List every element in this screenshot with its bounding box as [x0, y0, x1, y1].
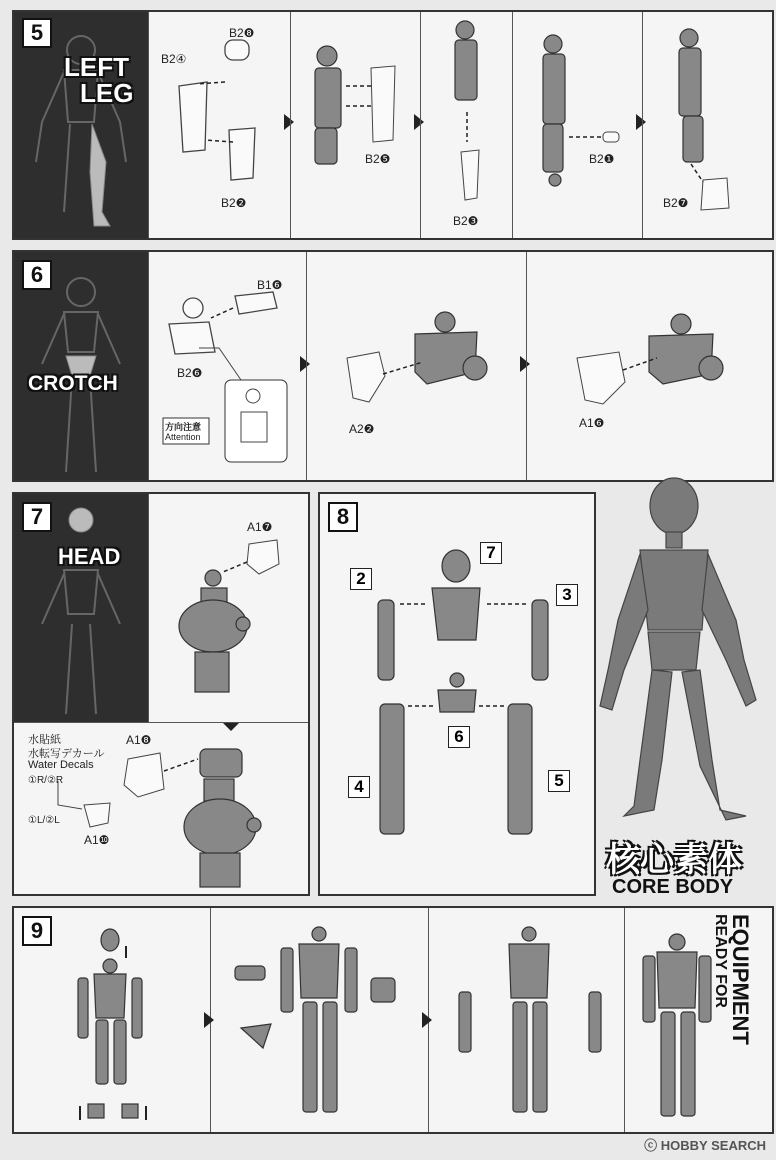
step-7-substep-2 — [14, 722, 308, 895]
core-body-figure — [596, 470, 772, 850]
step-number: 5 — [22, 18, 52, 48]
step-9-substep-3 — [428, 908, 624, 1132]
step-6-substep-2 — [306, 252, 526, 480]
step-number: 7 — [22, 502, 52, 532]
disassembly-drawing — [14, 908, 210, 1132]
part-number-badge: 5 — [548, 770, 570, 792]
leg-assembly-drawing — [513, 12, 641, 238]
decal-label-en: Water Decals — [28, 759, 94, 771]
step-title-line1: LEFT — [64, 52, 129, 82]
part-number-badge: 2 — [350, 568, 372, 590]
equipment-title: EQUIPMENT — [728, 914, 753, 1045]
attention-label-zh: 方向注意 — [165, 422, 202, 432]
part-number-badge: 7 — [480, 542, 502, 564]
step-9-substep-4 — [624, 908, 772, 1132]
crotch-assembly-drawing — [307, 252, 525, 480]
hobby-search-watermark — [644, 1135, 766, 1154]
part-label: A1❻ — [579, 416, 605, 430]
step-number: 8 — [328, 502, 358, 532]
part-label: B2④ — [161, 52, 187, 66]
step-title-line2: LEG — [80, 78, 134, 108]
part-label: B1❻ — [257, 278, 283, 292]
part-label: A1❼ — [247, 520, 273, 534]
step-5-substep-5 — [642, 12, 772, 238]
part-label: B2❺ — [365, 152, 391, 166]
step-number: 9 — [22, 916, 52, 946]
step-title: HEAD — [58, 544, 121, 569]
step-5-panel — [12, 10, 774, 240]
part-number-badge: 4 — [348, 776, 370, 798]
next-arrow-icon — [204, 1012, 214, 1028]
body-assembly-drawing — [320, 494, 594, 894]
step-7-panel — [12, 492, 310, 896]
core-body-title-zh: 核心素体 — [606, 840, 742, 880]
part-label: B2❷ — [221, 196, 247, 210]
equipment-ready-figure — [625, 908, 725, 1132]
step-5-substep-3 — [420, 12, 512, 238]
step-number: 6 — [22, 260, 52, 290]
leg-parts-drawing — [149, 12, 289, 238]
part-number-badge: 3 — [556, 584, 578, 606]
step-9-substep-2 — [210, 908, 428, 1132]
part-label: B2❽ — [229, 26, 255, 40]
attention-label-en: Attention — [165, 432, 201, 442]
crotch-assembly-drawing — [527, 252, 771, 480]
head-assembly-drawing — [149, 494, 309, 722]
part-label: B2❼ — [663, 196, 689, 210]
watermark-text: HOBBY SEARCH — [660, 1138, 766, 1153]
leg-assembly-drawing — [421, 12, 511, 238]
decal-label-ja: 水転写デカール — [28, 748, 105, 760]
part-number-badge: 6 — [448, 726, 470, 748]
step-6-substep-3 — [526, 252, 772, 480]
part-label: B2❶ — [589, 152, 615, 166]
part-label: A1❿ — [84, 833, 110, 847]
step-title: CROTCH — [28, 372, 118, 395]
step-6-panel — [12, 250, 774, 482]
step-5-substep-2 — [290, 12, 420, 238]
step-9-panel — [12, 906, 774, 1134]
next-arrow-icon — [422, 1012, 432, 1028]
part-label: A2❷ — [349, 422, 375, 436]
step-6-substep-1 — [148, 252, 306, 480]
step-7-substep-1 — [148, 494, 309, 722]
part-label: B2❻ — [177, 366, 203, 380]
decal-label-zh: 水貼紙 — [28, 734, 61, 746]
leg-assembly-drawing — [291, 12, 419, 238]
step-5-substep-4 — [512, 12, 642, 238]
copyright-icon: ⓒ — [644, 1138, 661, 1153]
decal-right-label: ①R/②R — [28, 775, 64, 786]
disassembly-drawing — [211, 908, 427, 1132]
step-8-panel — [318, 492, 596, 896]
step-5-substep-1 — [148, 12, 290, 238]
decal-left-label: ①L/②L — [28, 815, 60, 826]
core-body-title-en: CORE BODY — [612, 876, 734, 898]
ready-for-label: READY FOR — [712, 914, 729, 1008]
part-label: B2❸ — [453, 214, 479, 228]
disassembly-drawing — [429, 908, 623, 1132]
part-label: A1❽ — [126, 733, 152, 747]
